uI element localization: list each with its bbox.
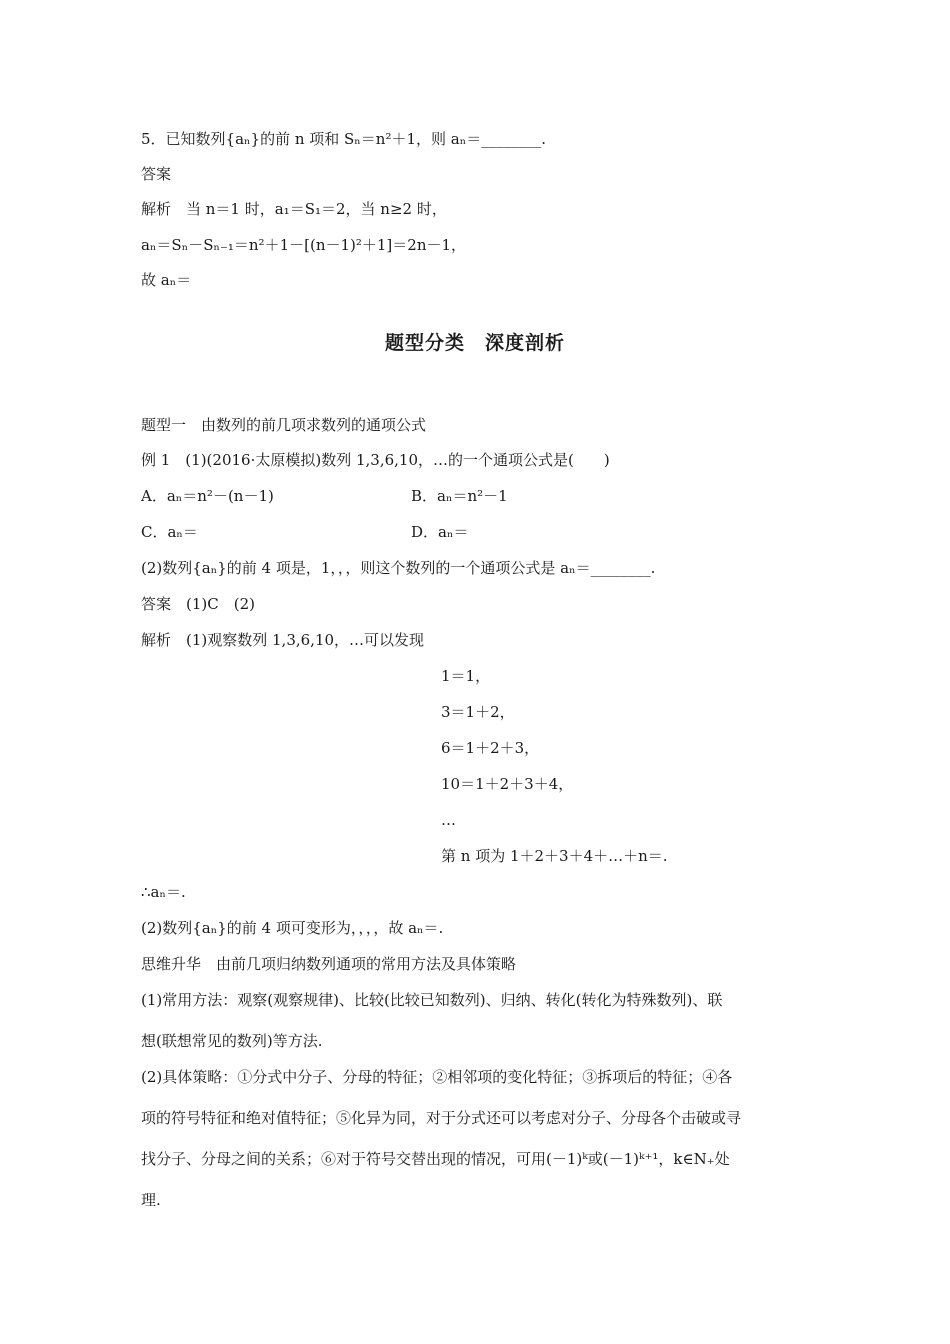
- equation-line: 10＝1＋2＋3＋4，: [441, 775, 574, 793]
- example-1-line: 例 1 (1)(2016·太原模拟)数列 1,3,6,10，…的一个通项公式是( ): [141, 451, 610, 469]
- problem-5-question: 5．已知数列{aₙ}的前 n 项和 Sₙ＝n²＋1，则 aₙ＝________.: [141, 130, 546, 148]
- example-1-part-2: (2)数列{aₙ}的前 4 项是，1，，，则这个数列的一个通项公式是 aₙ＝________.: [141, 559, 656, 577]
- equation-line: 第 n 项为 1＋2＋3＋4＋…＋n＝.: [441, 847, 668, 865]
- problem-5-analysis-line-2: aₙ＝Sₙ－Sₙ₋₁＝n²＋1－[(n－1)²＋1]＝2n－1，: [141, 236, 467, 254]
- option-c: C．aₙ＝: [141, 523, 198, 541]
- summary-paragraph-2-line-3: 找分子、分母之间的关系；⑥对于符号交替出现的情况，可用(－1)ᵏ或(－1)ᵏ⁺¹，k∈N₊处: [141, 1150, 730, 1168]
- type-1-title: 题型一 由数列的前几项求数列的通项公式: [141, 416, 427, 434]
- example-1-analysis: 解析 (1)观察数列 1,3,6,10，…可以发现: [141, 631, 425, 649]
- therefore-line: ∴aₙ＝.: [141, 883, 186, 901]
- equation-line: 1＝1，: [441, 667, 491, 685]
- option-b: B．aₙ＝n²－1: [411, 487, 508, 505]
- problem-5-analysis-line-3: 故 aₙ＝: [141, 271, 192, 289]
- section-heading: 题型分类 深度剖析: [384, 332, 565, 354]
- summary-title: 思维升华 由前几项归纳数列通项的常用方法及具体策略: [141, 955, 517, 973]
- summary-paragraph-1-line-1: (1)常用方法：观察(观察规律)、比较(比较已知数列)、归纳、转化(转化为特殊数列)、联: [141, 991, 723, 1009]
- equation-line: 6＝1＋2＋3，: [441, 739, 540, 757]
- equation-line: …: [441, 811, 456, 829]
- problem-5-answer-label: 答案: [141, 165, 172, 183]
- part-2-analysis: (2)数列{aₙ}的前 4 项可变形为，，，，故 aₙ＝.: [141, 919, 444, 937]
- summary-paragraph-2-line-1: (2)具体策略：①分式中分子、分母的特征；②相邻项的变化特征；③拆项后的特征；④各: [141, 1068, 733, 1086]
- problem-5-analysis-line-1: 解析 当 n＝1 时，a₁＝S₁＝2，当 n≥2 时，: [141, 200, 447, 218]
- summary-paragraph-2-line-2: 项的符号特征和绝对值特征；⑤化异为同，对于分式还可以考虑对分子、分母各个击破或寻: [141, 1109, 742, 1127]
- summary-paragraph-1-line-2: 想(联想常见的数列)等方法.: [141, 1032, 323, 1050]
- equation-line: 3＝1＋2，: [441, 703, 515, 721]
- example-1-answer: 答案 (1)C (2): [141, 595, 255, 613]
- summary-paragraph-2-line-4: 理.: [141, 1191, 161, 1209]
- option-d: D．aₙ＝: [411, 523, 469, 541]
- option-a: A．aₙ＝n²－(n－1): [141, 487, 274, 505]
